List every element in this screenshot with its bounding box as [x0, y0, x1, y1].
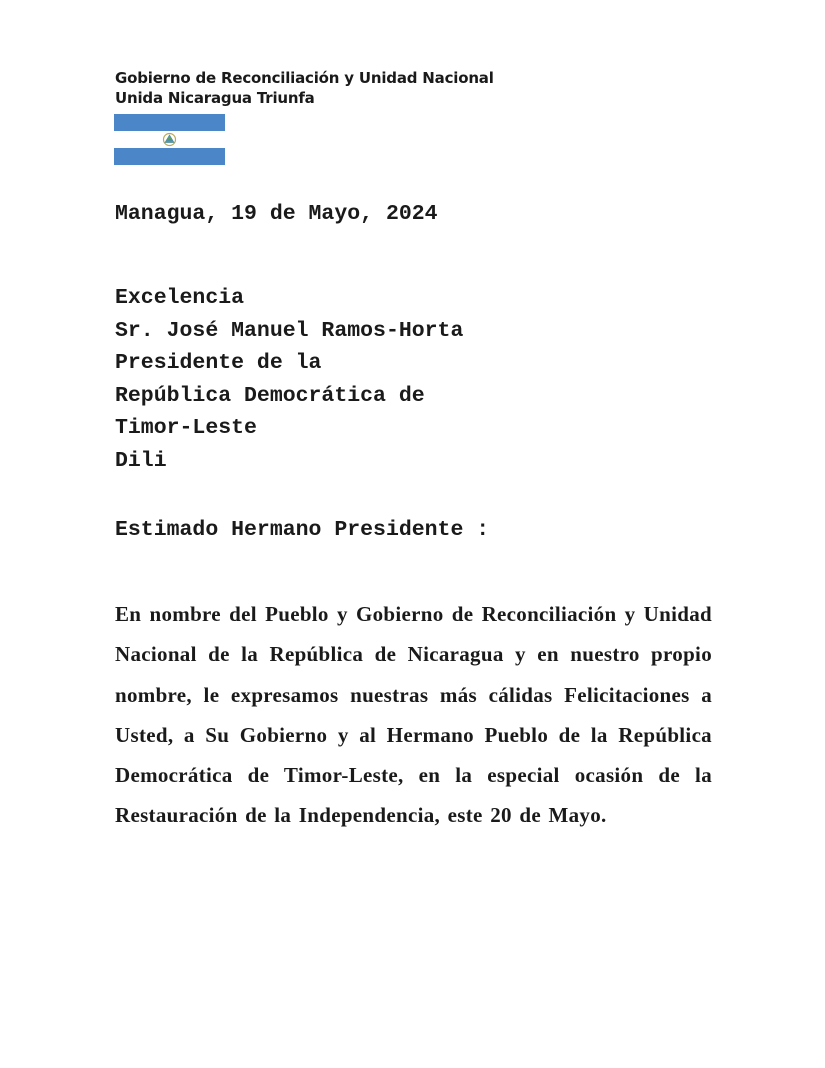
- recipient-line: Timor-Leste: [115, 416, 257, 440]
- recipient-address-block: [115, 282, 463, 477]
- letter-body-paragraph: En nombre del Pueblo y Gobierno de Reconciliación y Unidad Nacional de la República de Nicaragua y en nuestro propio nombre, le expresamos nuestras más cálidas Felicitaciones a Usted, a Su Gobierno y al Hermano Pueblo de la República Democrática de Timor-Leste, en la especial ocasión de la Restauración de la Independencia, este 20 de Mayo.: [115, 602, 712, 828]
- letterhead-slogan: Unida Nicaragua Triunfa: [115, 89, 315, 107]
- letter-date: Managua, 19 de Mayo, 2024: [115, 202, 438, 226]
- salutation: Estimado Hermano Presidente :: [115, 518, 490, 542]
- recipient-line: República Democrática de: [115, 383, 425, 408]
- letterhead-government-name: Gobierno de Reconciliación y Unidad Nacional: [115, 69, 494, 87]
- recipient-line: Excelencia: [115, 286, 245, 310]
- recipient-line: Presidente de la: [115, 351, 322, 375]
- nicaragua-flag: [114, 114, 225, 165]
- letterhead: [115, 68, 494, 108]
- recipient-line: Sr. José Manuel Ramos-Horta: [115, 318, 464, 343]
- recipient-line: Dili: [115, 448, 167, 473]
